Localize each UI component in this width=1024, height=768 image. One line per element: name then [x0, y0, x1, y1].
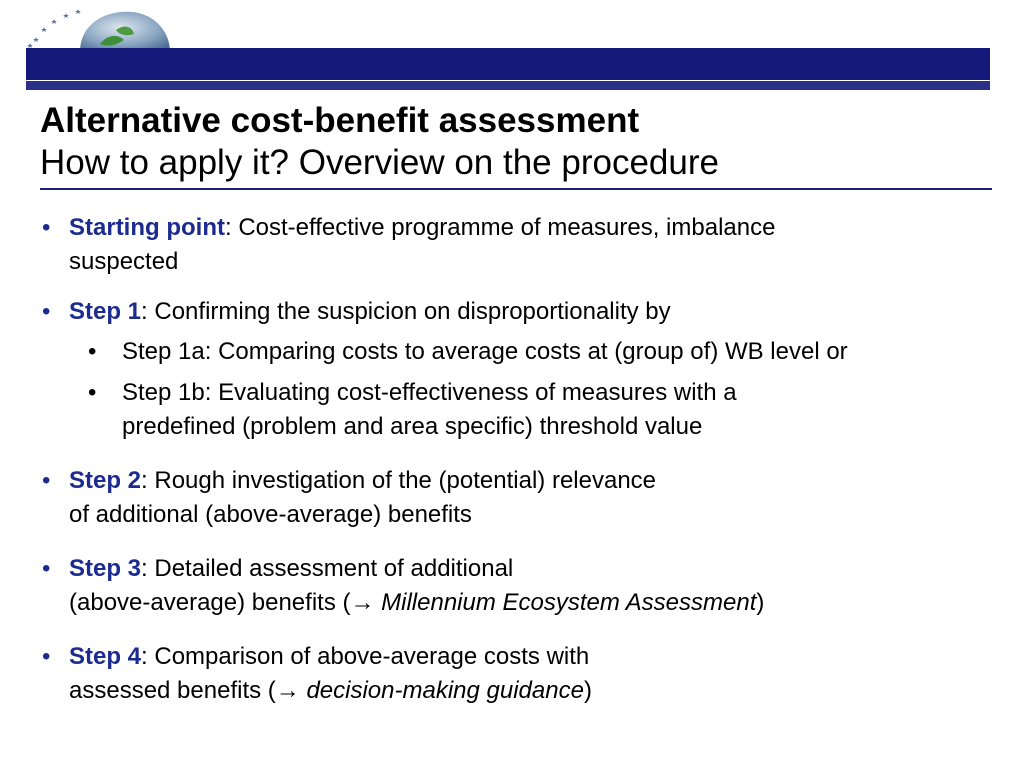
bullet-text-continued: (above-average) benefits (: [69, 589, 351, 616]
bullet-text-continued: assessed benefits (: [69, 677, 276, 704]
bullet-dot-icon: •: [42, 467, 51, 494]
arrow-right-icon: →: [275, 677, 300, 704]
bullet-label: Step 2: [69, 467, 142, 494]
bullet-text: : Comparison of above-average costs with: [141, 643, 590, 670]
reference-decision-guidance: decision-making guidance: [299, 677, 584, 704]
closing-paren: ): [756, 589, 765, 616]
sub-bullet-dot-icon: •: [88, 338, 97, 365]
bullet-text: : Confirming the suspicion on disproportionality by: [141, 298, 671, 325]
bullet-dot-icon: •: [42, 555, 51, 582]
bullet-step-4: [40, 640, 1000, 708]
slide-subtitle: How to apply it? Overview on the procedure: [40, 143, 719, 182]
sub-bullet-dot-icon: •: [88, 379, 97, 406]
sub-bullet-step-1a: [40, 335, 1000, 369]
bullet-starting-point: [40, 211, 1000, 279]
bullet-text-continued: of additional (above-average) benefits: [69, 501, 472, 528]
title-divider: [40, 188, 992, 190]
header-band-shadow: [26, 81, 990, 90]
closing-paren: ): [583, 677, 592, 704]
bullet-text: : Rough investigation of the (potential) relevance: [141, 467, 657, 494]
arrow-right-icon: →: [350, 589, 375, 616]
title-block: [40, 100, 990, 184]
bullet-label: Step 4: [69, 643, 142, 670]
bullet-label: Starting point: [69, 214, 225, 241]
slide-content: [40, 211, 1000, 708]
slide-title: Alternative cost-benefit assessment: [40, 101, 640, 140]
globe-with-stars-icon: [20, 4, 170, 52]
bullet-dot-icon: •: [42, 214, 51, 241]
bullet-text: : Cost-effective programme of measures, imbalance: [224, 214, 776, 241]
bullet-dot-icon: •: [42, 298, 51, 325]
sub-bullet-text: Step 1a: Comparing costs to average costs at (group of) WB level or: [122, 338, 848, 365]
bullet-text-continued: suspected: [69, 248, 179, 275]
bullet-label: Step 3: [69, 555, 142, 582]
bullet-step-2: [40, 464, 1000, 532]
bullet-step-1: [40, 295, 1000, 329]
bullet-text: : Detailed assessment of additional: [141, 555, 514, 582]
sub-bullet-text-continued: predefined (problem and area specific) threshold value: [122, 413, 703, 440]
bullet-step-3: [40, 552, 1000, 620]
bullet-label: Step 1: [69, 298, 142, 325]
header-band: [26, 48, 990, 80]
reference-millennium-assessment: Millennium Ecosystem Assessment: [374, 589, 757, 616]
sub-bullet-step-1b: [40, 376, 1000, 444]
sub-bullet-text: Step 1b: Evaluating cost-effectiveness of measures with a: [122, 379, 737, 406]
bullet-dot-icon: •: [42, 643, 51, 670]
